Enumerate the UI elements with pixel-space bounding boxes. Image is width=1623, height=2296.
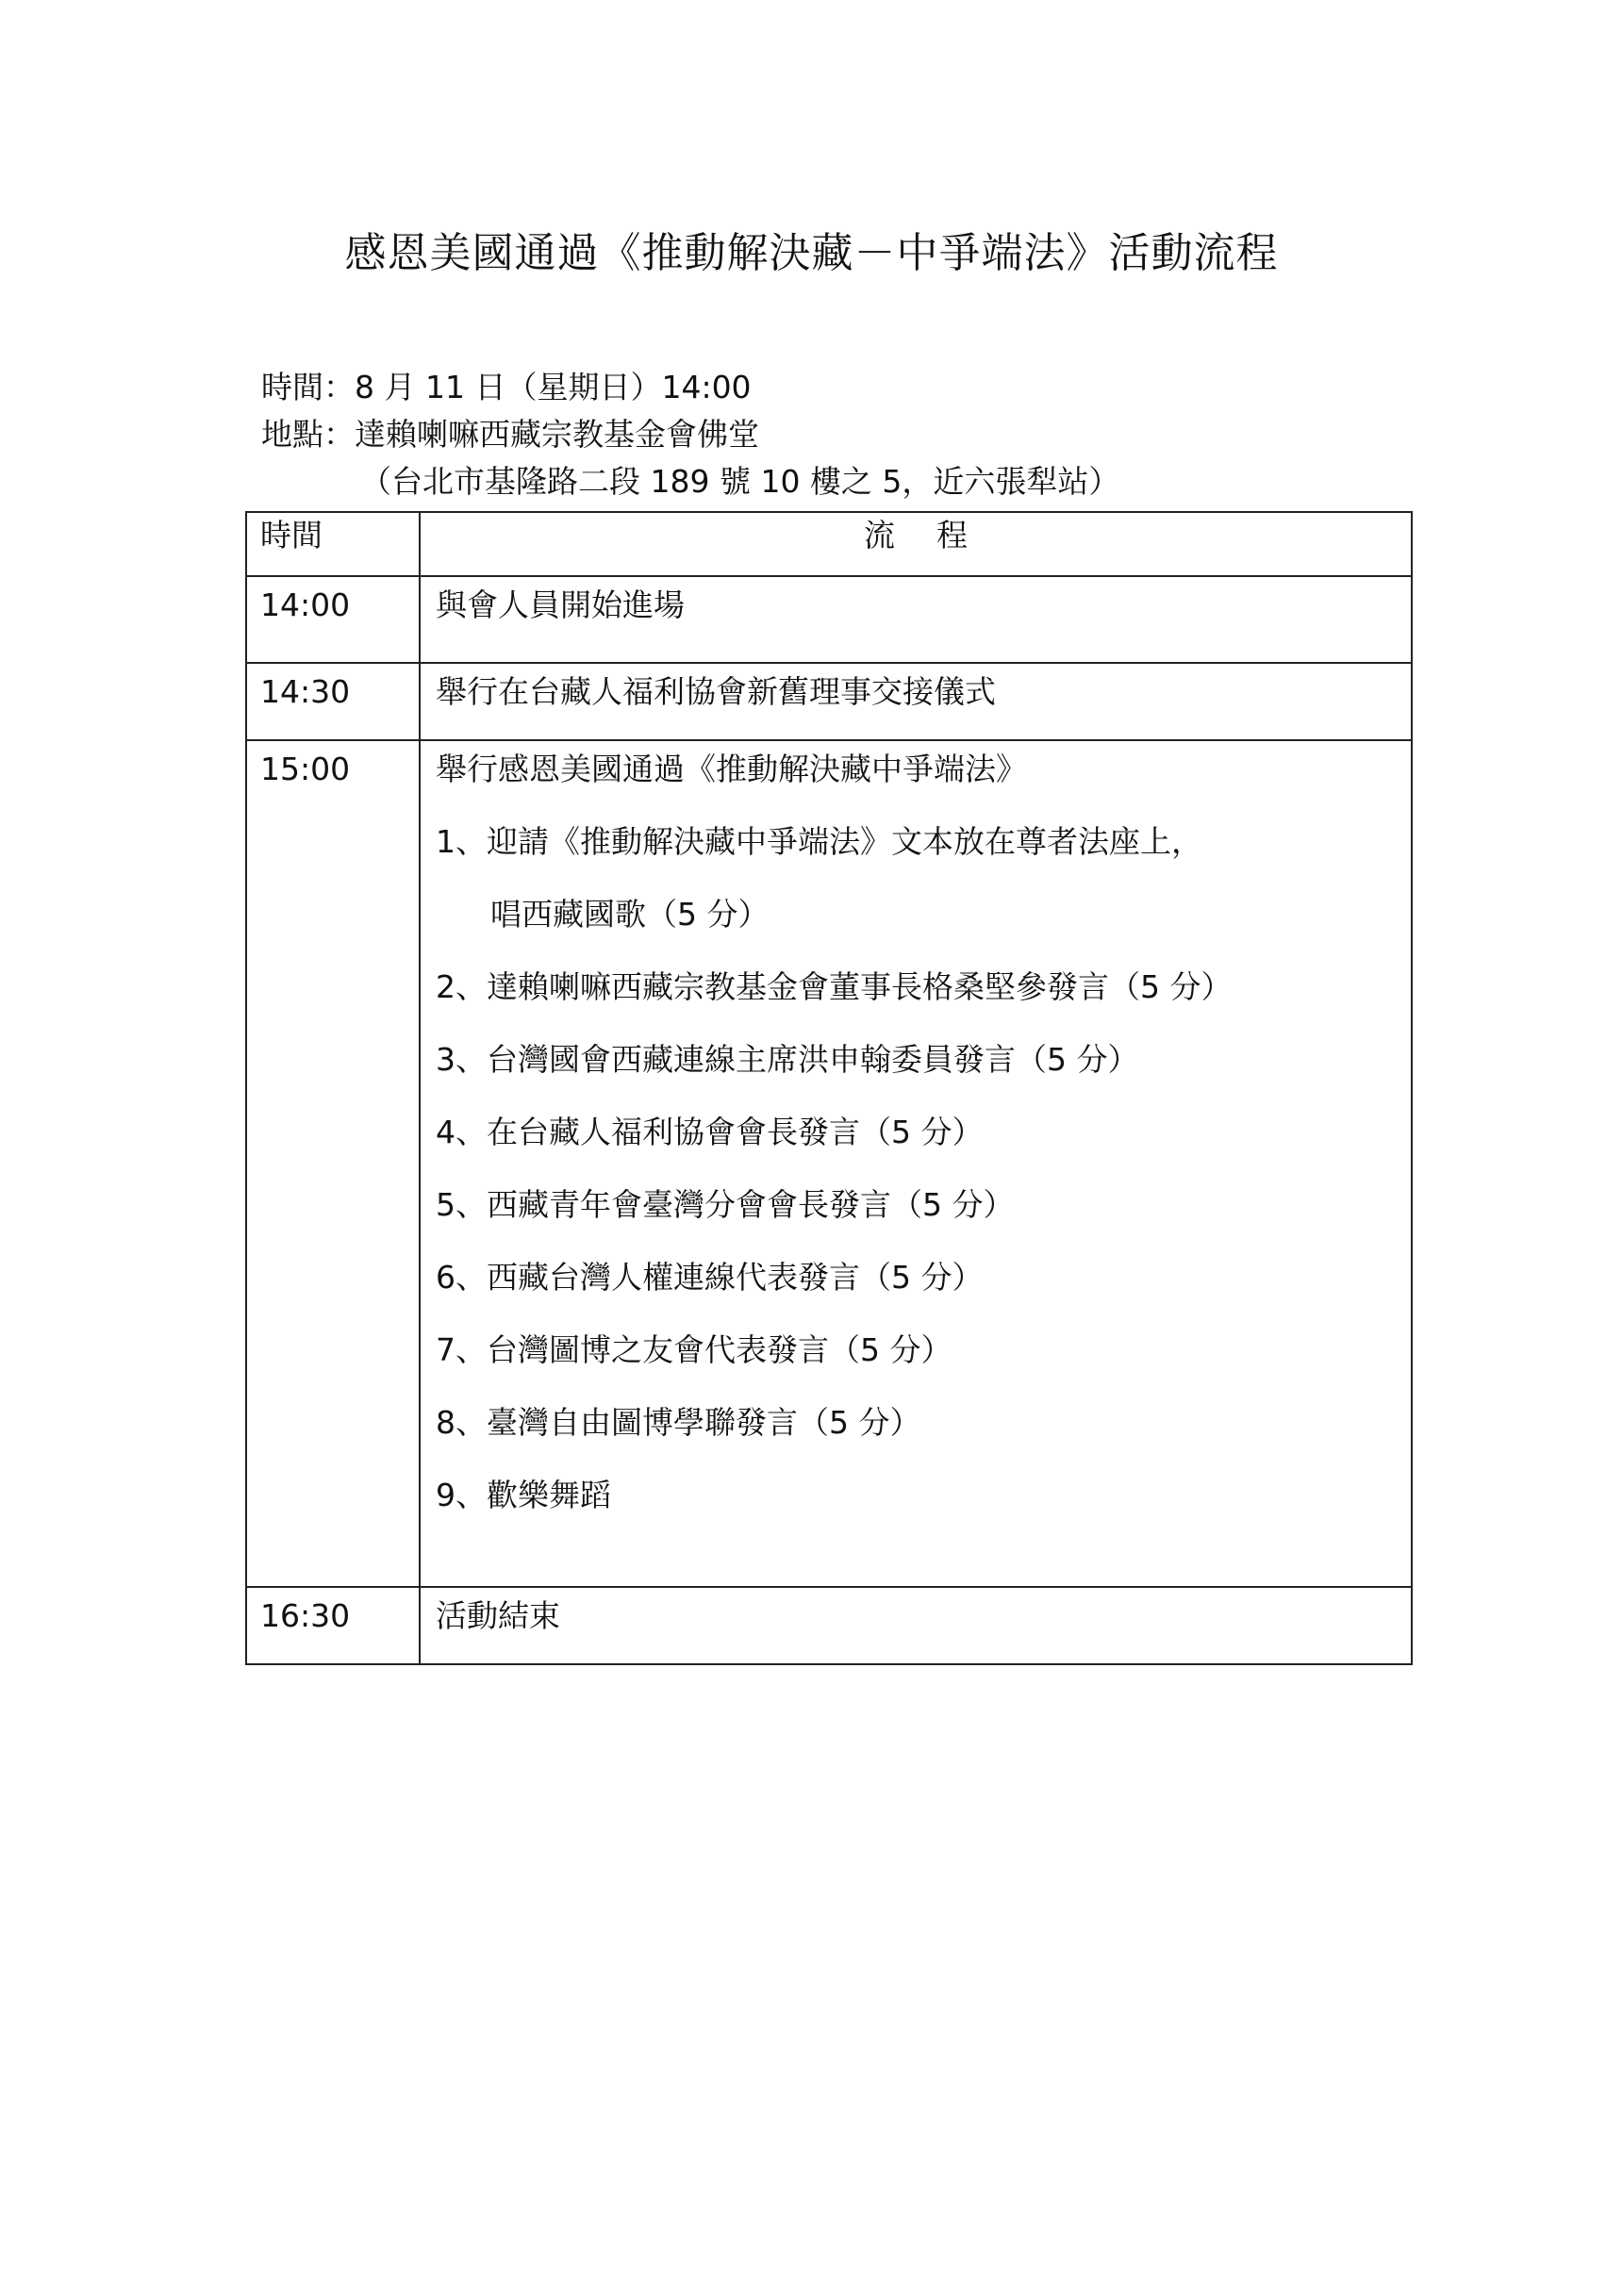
program-item-continued: 唱西藏國歌（5 分） (490, 896, 770, 933)
event-address: （台北市基隆路二段 189 號 10 樓之 5，近六張犁站） (360, 463, 1120, 500)
table-header-row (246, 512, 1412, 576)
row-flow: 活動結束 (420, 1587, 1412, 1664)
event-place: 地點：達賴喇嘛西藏宗教基金會佛堂 (261, 416, 759, 453)
program-title: 舉行感恩美國通過《推動解決藏中爭端法》 (436, 751, 1027, 787)
table-row (246, 576, 1412, 663)
program-item: 3、台灣國會西藏連線主席洪申翰委員發言（5 分） (436, 1041, 1139, 1078)
program-item: 9、歡樂舞蹈 (436, 1477, 611, 1513)
program-item: 2、達賴喇嘛西藏宗教基金會董事長格桑堅參發言（5 分） (436, 968, 1233, 1005)
header-flow: 流程 (420, 512, 1412, 576)
program-item: 7、台灣圖博之友會代表發言（5 分） (436, 1331, 952, 1368)
row-flow-program (420, 740, 1412, 1587)
program-item: 1、迎請《推動解決藏中爭端法》文本放在尊者法座上， (436, 823, 1202, 860)
schedule-table (245, 511, 1413, 1665)
row-flow: 舉行在台藏人福利協會新舊理事交接儀式 (420, 663, 1412, 740)
header-time: 時間 (246, 512, 420, 576)
table-row (246, 740, 1412, 1587)
program-item: 6、西藏台灣人權連線代表發言（5 分） (436, 1259, 984, 1296)
row-time: 14:30 (246, 663, 420, 740)
program-item: 5、西藏青年會臺灣分會會長發言（5 分） (436, 1186, 1015, 1223)
program-item: 8、臺灣自由圖博學聯發言（5 分） (436, 1404, 921, 1441)
table-row (246, 663, 1412, 740)
event-time: 時間：8 月 11 日（星期日）14:00 (261, 369, 752, 405)
table-row (246, 1587, 1412, 1664)
row-time: 14:00 (246, 576, 420, 663)
page-title: 感恩美國通過《推動解決藏－中爭端法》活動流程 (344, 229, 1279, 277)
program-item: 4、在台藏人福利協會會長發言（5 分） (436, 1114, 984, 1150)
row-time: 16:30 (246, 1587, 420, 1664)
row-flow: 與會人員開始進場 (420, 576, 1412, 663)
row-time: 15:00 (246, 740, 420, 1587)
